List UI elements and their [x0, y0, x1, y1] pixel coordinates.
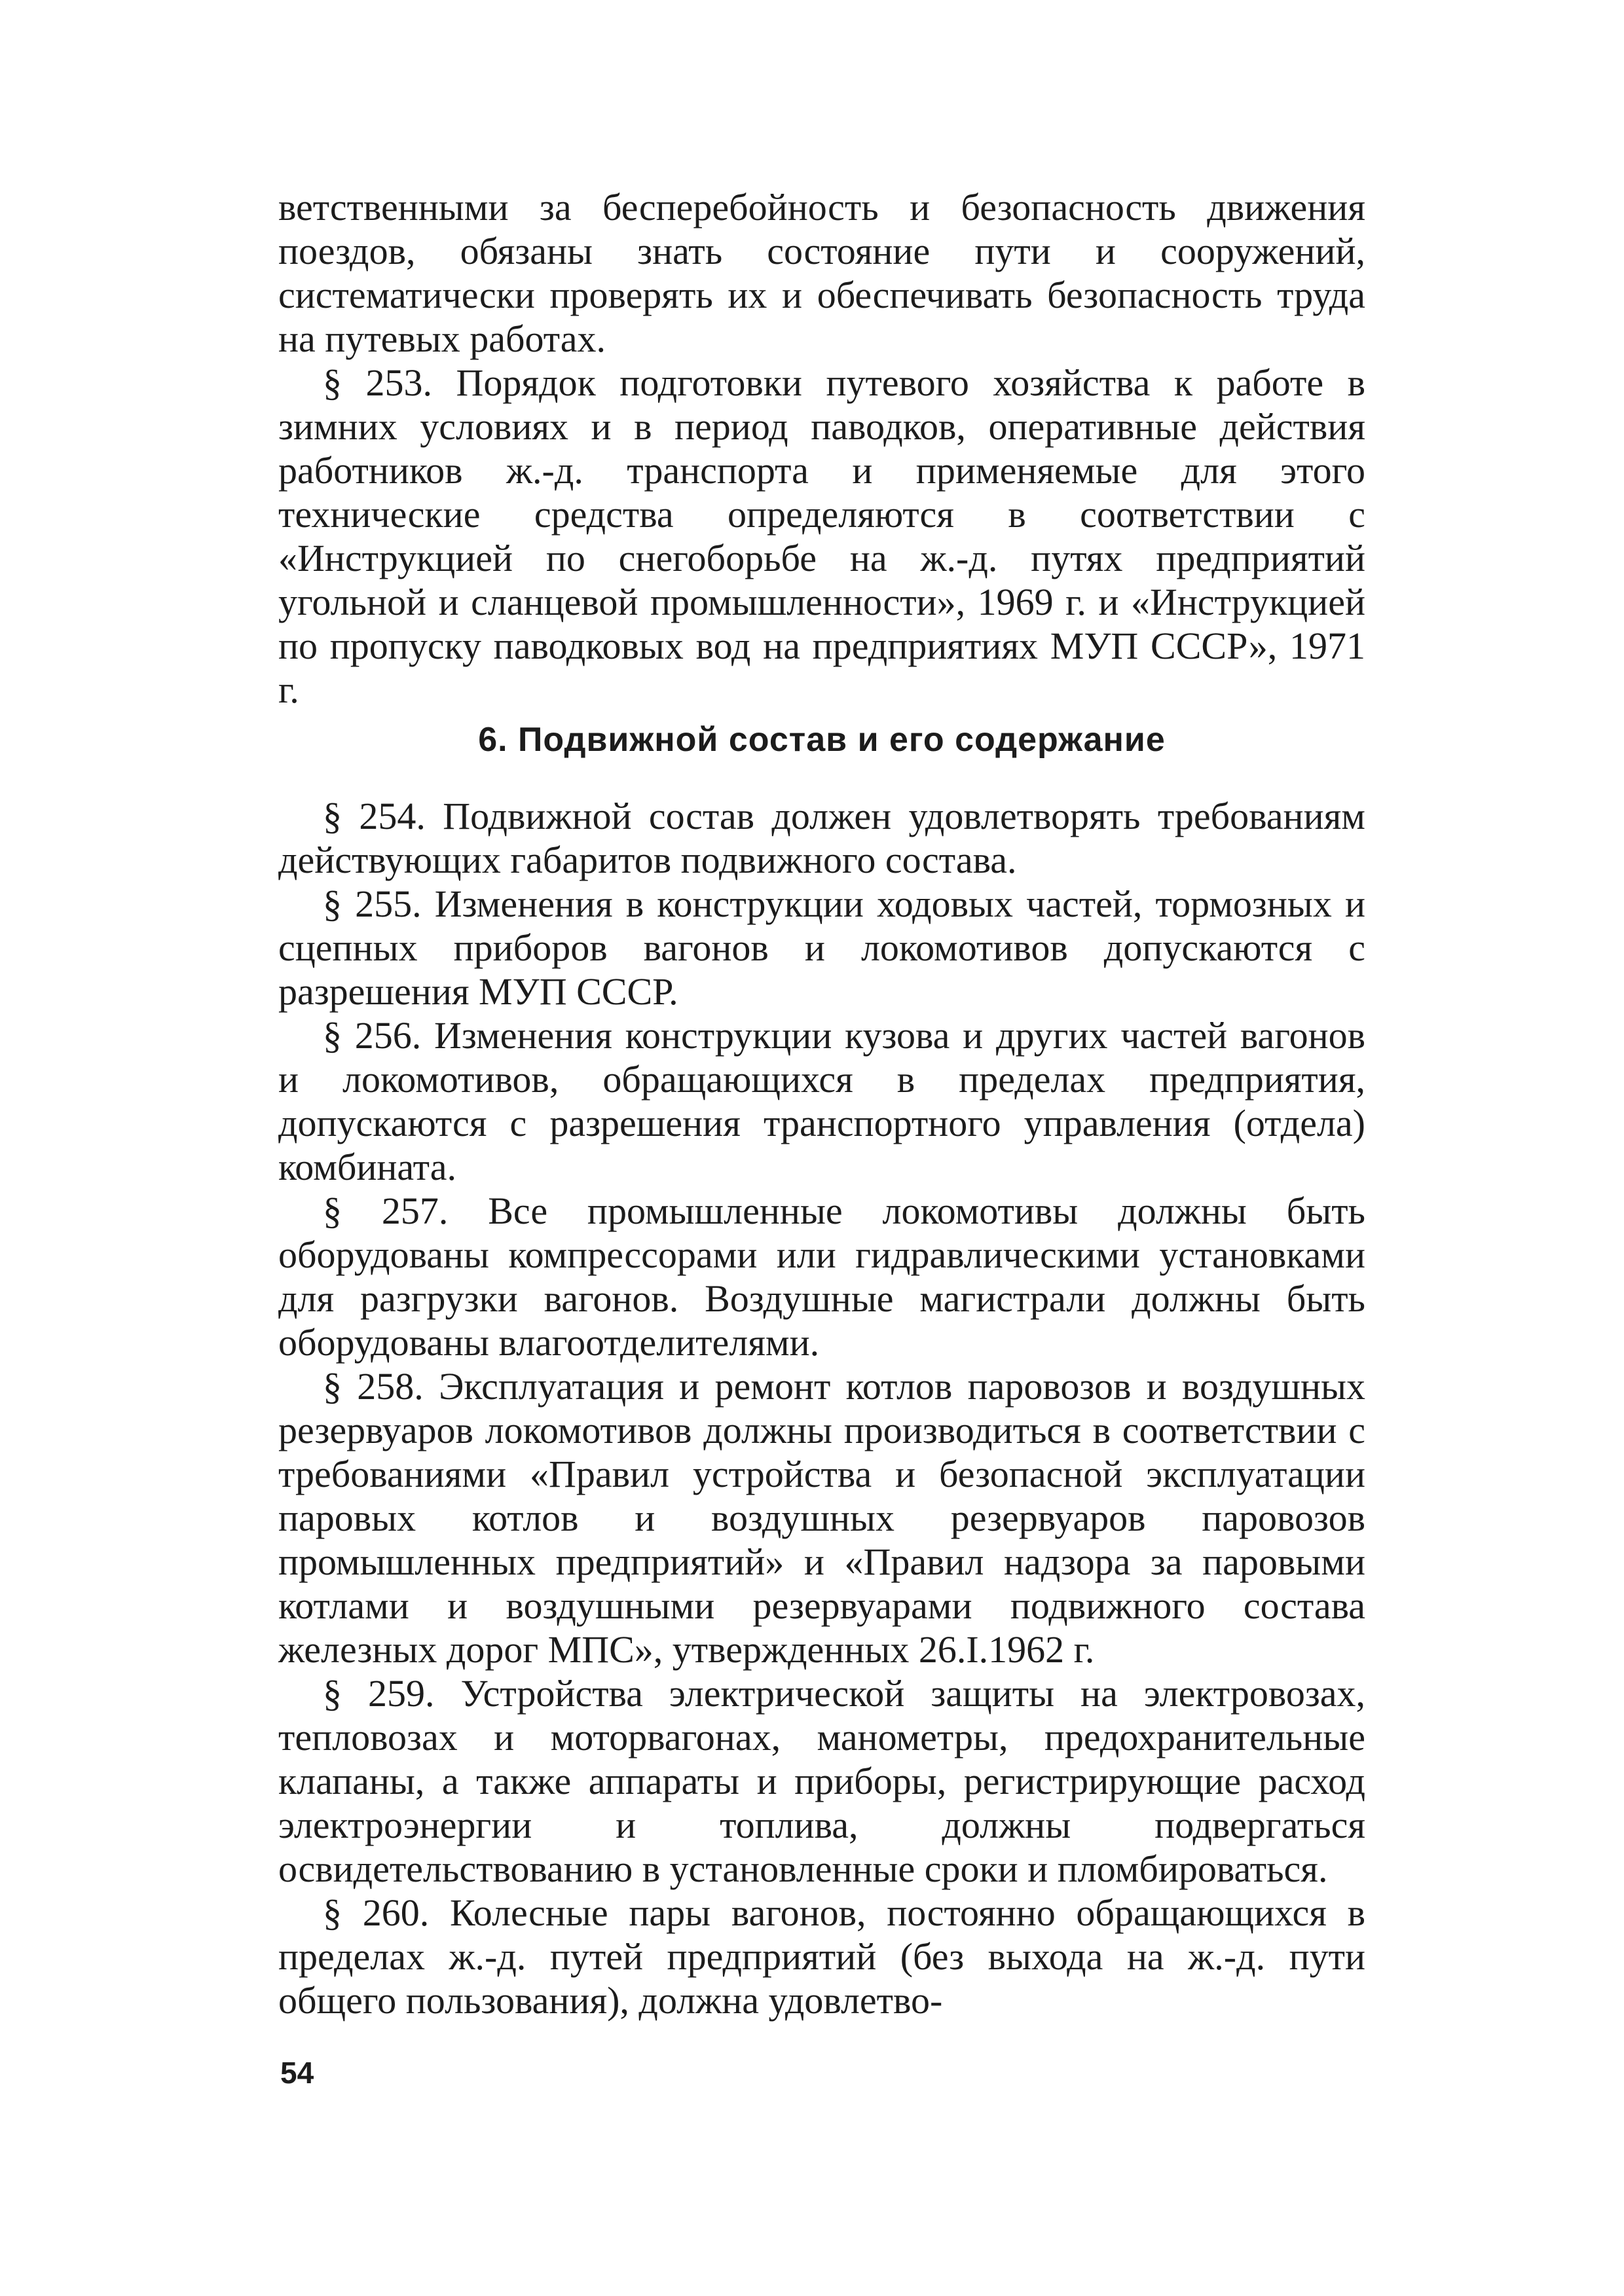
top-text-block	[278, 185, 1365, 712]
paragraph-257: § 257. Все промышленные локомотивы должны быть оборудованы компрессорами или гидравлическими установками для разгрузки вагонов. Воздушные магистрали должны быть оборудованы влагоотделителями.	[278, 1190, 1365, 1364]
paragraph-258: § 258. Эксплуатация и ремонт котлов паровозов и воздушных резервуаров локомотивов должны производиться в соответствии с требованиями «Правил устройства и безопасной эксплуатации паровых котлов и воздушных резервуаров паровозов промышленных предприятий» и «Правил надзора за паровыми котлами и воздушными резервуарами подвижного состава железных дорог МПС», утвержденных 26.I.1962 г.	[278, 1365, 1365, 1671]
section-text-block	[278, 794, 1365, 2022]
section-heading: 6. Подвижной состав и его содержание	[478, 721, 1166, 759]
paragraph-255: § 255. Изменения в конструкции ходовых частей, тормозных и сцепных приборов вагонов и локомотивов допускаются с разрешения МУП СССР.	[278, 883, 1365, 1013]
paragraph-259: § 259. Устройства электрической защиты на электровозах, тепловозах и моторвагонах, манометры, предохранительные клапаны, а также аппараты и приборы, регистрирующие расход электроэнергии и топлива, должны подвергаться освидетельствованию в установленные сроки и пломбироваться.	[278, 1672, 1365, 1890]
paragraph-254: § 254. Подвижной состав должен удовлетворять требованиям действующих габаритов подвижного состава.	[278, 795, 1365, 881]
paragraph-256: § 256. Изменения конструкции кузова и других частей вагонов и локомотивов, обращающихся в пределах предприятия, допускаются с разрешения транспортного управления (отдела) комбината.	[278, 1014, 1365, 1188]
continuation-paragraph: ветственными за бесперебойность и безопасность движения поездов, обязаны знать состояние пути и сооружений, систематически проверять их и обеспечивать безопасность труда на путевых работах.	[278, 186, 1365, 360]
paragraph-253: § 253. Порядок подготовки путевого хозяйства к работе в зимних условиях и в период паводков, оперативные действия работников ж.-д. транспорта и применяемые для этого технические средства определяются в соответствии с «Инструкцией по снегоборьбе на ж.-д. путях предприятий угольной и сланцевой промышленности», 1969 г. и «Инструкцией по пропуску паводковых вод на предприятиях МУП СССР», 1971 г.	[278, 361, 1365, 711]
paragraph-260: § 260. Колесные пары вагонов, постоянно обращающихся в пределах ж.-д. путей предприятий (без выхода на ж.-д. пути общего пользования), должна удовлетво-	[278, 1891, 1365, 2022]
page-number: 54	[280, 2056, 314, 2090]
